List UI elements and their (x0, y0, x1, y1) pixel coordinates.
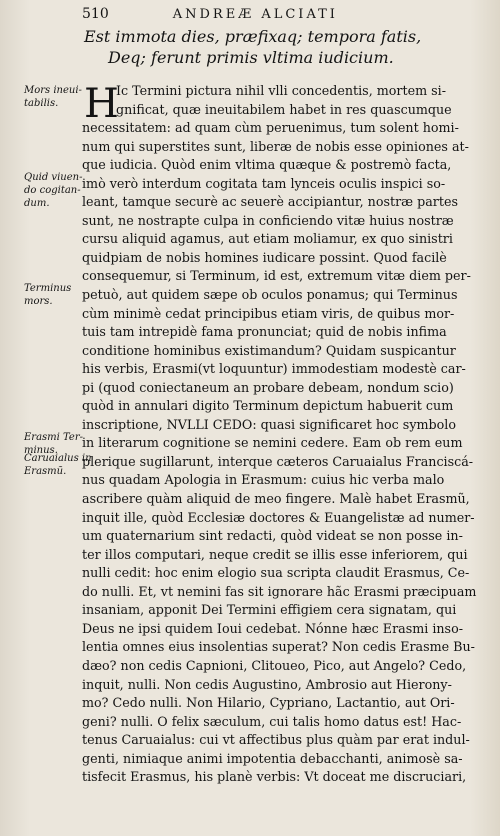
text-line: his verbis, Erasmi(vt loquuntur) immodestiam modestè car- (82, 361, 466, 377)
text-line: gnificat, quæ ineuitabilem habet in res quascumque (116, 101, 452, 117)
text-line: lentia omnes eius insolentias superat? Non cedis Erasme Bu- (82, 639, 475, 655)
running-head: ANDREÆ ALCIATI (172, 7, 338, 22)
text-line: genti, nimiaque animi impotentia debacchanti, animosè sa- (82, 750, 463, 766)
text-line: cùm minimè cedat principibus etiam viris, de quibus mor- (82, 305, 455, 321)
verse-line: Est immota dies, præfixaq; tempora fatis, (84, 27, 422, 46)
text-line: leant, tamque securè ac seuerè accipiantur, nostræ partes (82, 194, 458, 210)
text-line: do nulli. Et, vt nemini fas sit ignorare hãc Erasmi præcipuam (82, 583, 477, 599)
text-line: inquit, nulli. Non cedis Augustino, Ambrosio aut Hierony- (82, 676, 452, 692)
sidenote: Terminus mors. (24, 283, 72, 307)
text-line: sunt, ne nostrapte culpa in conficiendo vitæ huius nostræ (82, 212, 454, 228)
text-line: geni? nulli. O felix sæculum, cui talis homo datus est! Hac- (82, 713, 462, 729)
sidenote: Caruaialus in Erasmũ. (24, 453, 92, 477)
text-line: inquit ille, quòd Ecclesiæ doctores & Euangelistæ ad numer- (82, 509, 475, 525)
text-line: petuò, aut quidem sæpe ob oculos ponamus; qui Terminus (82, 287, 458, 303)
text-line: imò verò interdum cogitata tam lynceis oculis inspici so- (82, 175, 446, 191)
text-line: plerique sugillarunt, interque cæteros Caruaialus Franciscá- (82, 453, 474, 469)
text-line: nulli cedit: hoc enim elogio sua scripta claudit Erasmus, Ce- (82, 565, 470, 581)
text-line: cursu aliquid agamus, aut etiam moliamur, ex quo sinistri (82, 231, 453, 247)
text-line: necessitatem: ad quam cùm peruenimus, tum solent homi- (82, 120, 459, 136)
text-line: que iudicia. Quòd enim vltima quæque & postremò facta, (82, 157, 452, 173)
page-header (82, 6, 482, 26)
sidenote: Mors ineui-tabilis. (24, 85, 82, 109)
sidenote: Erasmi Ter-minus. (24, 432, 84, 456)
body-text (82, 82, 500, 787)
text-line: pi (quod coniectaneum an probare debeam, nondum scio) (82, 379, 454, 395)
text-line: um quaternarium sint redacti, quòd videat se non posse in- (82, 528, 463, 544)
text-line: Ic Termini pictura nihil vlli concedentis, mortem si- (116, 83, 447, 98)
text-line: Deus ne ipsi quidem Ioui cedebat. Nónne hæc Erasmi inso- (82, 620, 463, 636)
text-line: tuis tam intrepidè fama pronunciat; quid de nobis infima (82, 324, 447, 340)
sidenote: Quid viuen-do cogitan-dum. (24, 172, 83, 209)
text-line: ascribere quàm aliquid de meo fingere. Malè habet Erasmũ, (82, 491, 470, 507)
text-line: in literarum cognitione se nemini cedere. Eam ob rem eum (82, 435, 463, 451)
text-line: tenus Caruaialus: cui vt affectibus plus quàm par erat indul- (82, 732, 470, 748)
text-line: quidpiam de nobis homines iudicare possint. Quod facilè (82, 249, 447, 265)
text-line: num qui superstites sunt, liberæ de nobis esse opiniones at- (82, 138, 469, 154)
text-line: conditione hominibus existimandum? Quidam suspicantur (82, 342, 456, 358)
text-line: tisfecit Erasmus, his planè verbis: Vt doceat me discruciari, (82, 769, 467, 785)
text-line: inscriptione, NVLLI CEDO: quasi significaret hoc symbolo (82, 416, 456, 432)
text-line: ter illos computari, neque credit se illis esse inferiorem, qui (82, 546, 468, 562)
text-line: quòd in annulari digito Terminum depictum habuerit cum (82, 398, 454, 414)
text-line: dæo? non cedis Capnioni, Clitoueo, Pico, aut Angelo? Cedo, (82, 657, 467, 673)
verse-line: Deq; ferunt primis vltima iudicium. (108, 48, 394, 67)
text-line: insaniam, apponit Dei Termini effigiem cera signatam, qui (82, 602, 457, 618)
drop-cap: H (84, 81, 119, 127)
text-line: consequemur, si Terminum, id est, extremum vitæ diem per- (82, 268, 471, 284)
page-number: 510 (82, 6, 109, 22)
text-line: nus quadam Apologia in Erasmum: cuius hic verba malo (82, 472, 445, 488)
text-line: mo? Cedo nulli. Non Hilario, Cypriano, Lactantio, aut Ori- (82, 695, 455, 711)
